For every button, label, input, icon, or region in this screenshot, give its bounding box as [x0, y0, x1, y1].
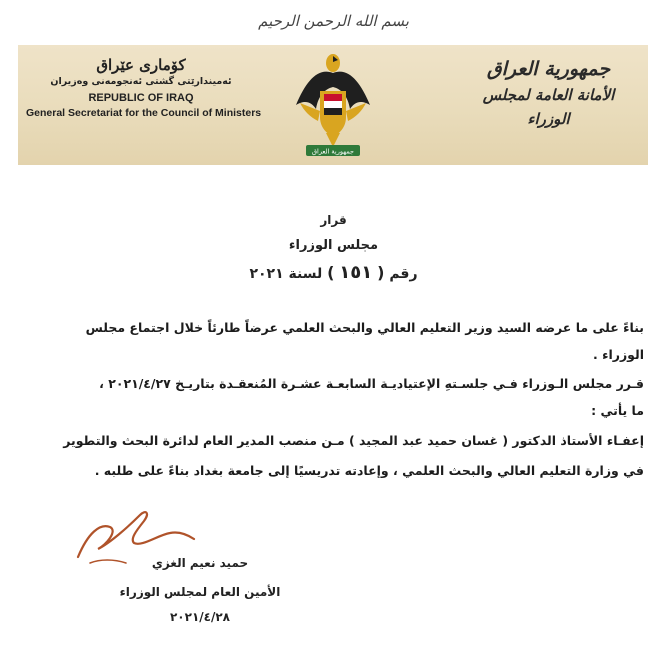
signature-date: ٢٠٢١/٤/٢٨: [169, 610, 231, 624]
eagle-emblem-icon: [288, 47, 378, 163]
decision-number-value: ١٥١: [339, 262, 373, 283]
english-secretariat-title: General Secretariat for the Council of Ministers: [26, 107, 262, 119]
signatory-title: الأمين العام لمجلس الوزراء: [119, 585, 281, 599]
basmala: بسم الله الرحمن الرحيم: [258, 12, 409, 30]
council-label: مجلس الوزراء: [288, 238, 379, 253]
letterhead-left: [26, 55, 262, 120]
body-line: في وزارة التعليم العالي والبحث العلمي ، وإعادته تدريسيًا إلى جامعة بغداد بناءً على طلبه .: [94, 463, 644, 478]
emblem-banner-text: جمهورية العراق: [312, 147, 354, 156]
body-line: ما يأتي :: [591, 403, 644, 418]
decision-number-prefix: رقم: [389, 266, 418, 282]
decision-number-suffix: لسنة ٢٠٢١: [249, 266, 323, 282]
english-republic-title: REPUBLIC OF IRAQ: [88, 92, 194, 104]
body-line: قـرر مجلس الـوزراء فـي جلسـتهِ الإعتياديـة السابعـة عشـرة المُنعقـدة بتاريـخ ٢٠٢١/٤/٢٧ ،: [99, 376, 644, 391]
kurdish-subtitle: ئه‌ميندارێتی گشتی ئه‌نجومه‌نی وه‌زیران: [50, 76, 232, 87]
kurdish-title: كۆماری عێراق: [96, 56, 186, 74]
body-line: الوزراء .: [593, 347, 644, 362]
decision-number: رقم ( ١٥١ ) لسنة ٢٠٢١: [249, 262, 418, 283]
letterhead: [18, 45, 648, 165]
decision-label: قرار: [320, 213, 347, 227]
arabic-secretariat-title: الأمانة العامة لمجلس الوزراء: [482, 86, 615, 128]
body-line: إعفـاء الأستاذ الدكتور ( غسان حميد عبد المجيد ) مـن منصب المدير العام لدائرة البحث والتطوير: [63, 433, 644, 448]
body-line: بناءً على ما عرضه السيد وزير التعليم العالي والبحث العلمي عرضاً طارئاً خلال اجتماع مجلس: [85, 320, 644, 335]
signatory-name: حميد نعيم الغزي: [151, 556, 249, 570]
letterhead-right: [461, 55, 636, 131]
arabic-republic-title: جمهورية العراق: [486, 58, 611, 80]
